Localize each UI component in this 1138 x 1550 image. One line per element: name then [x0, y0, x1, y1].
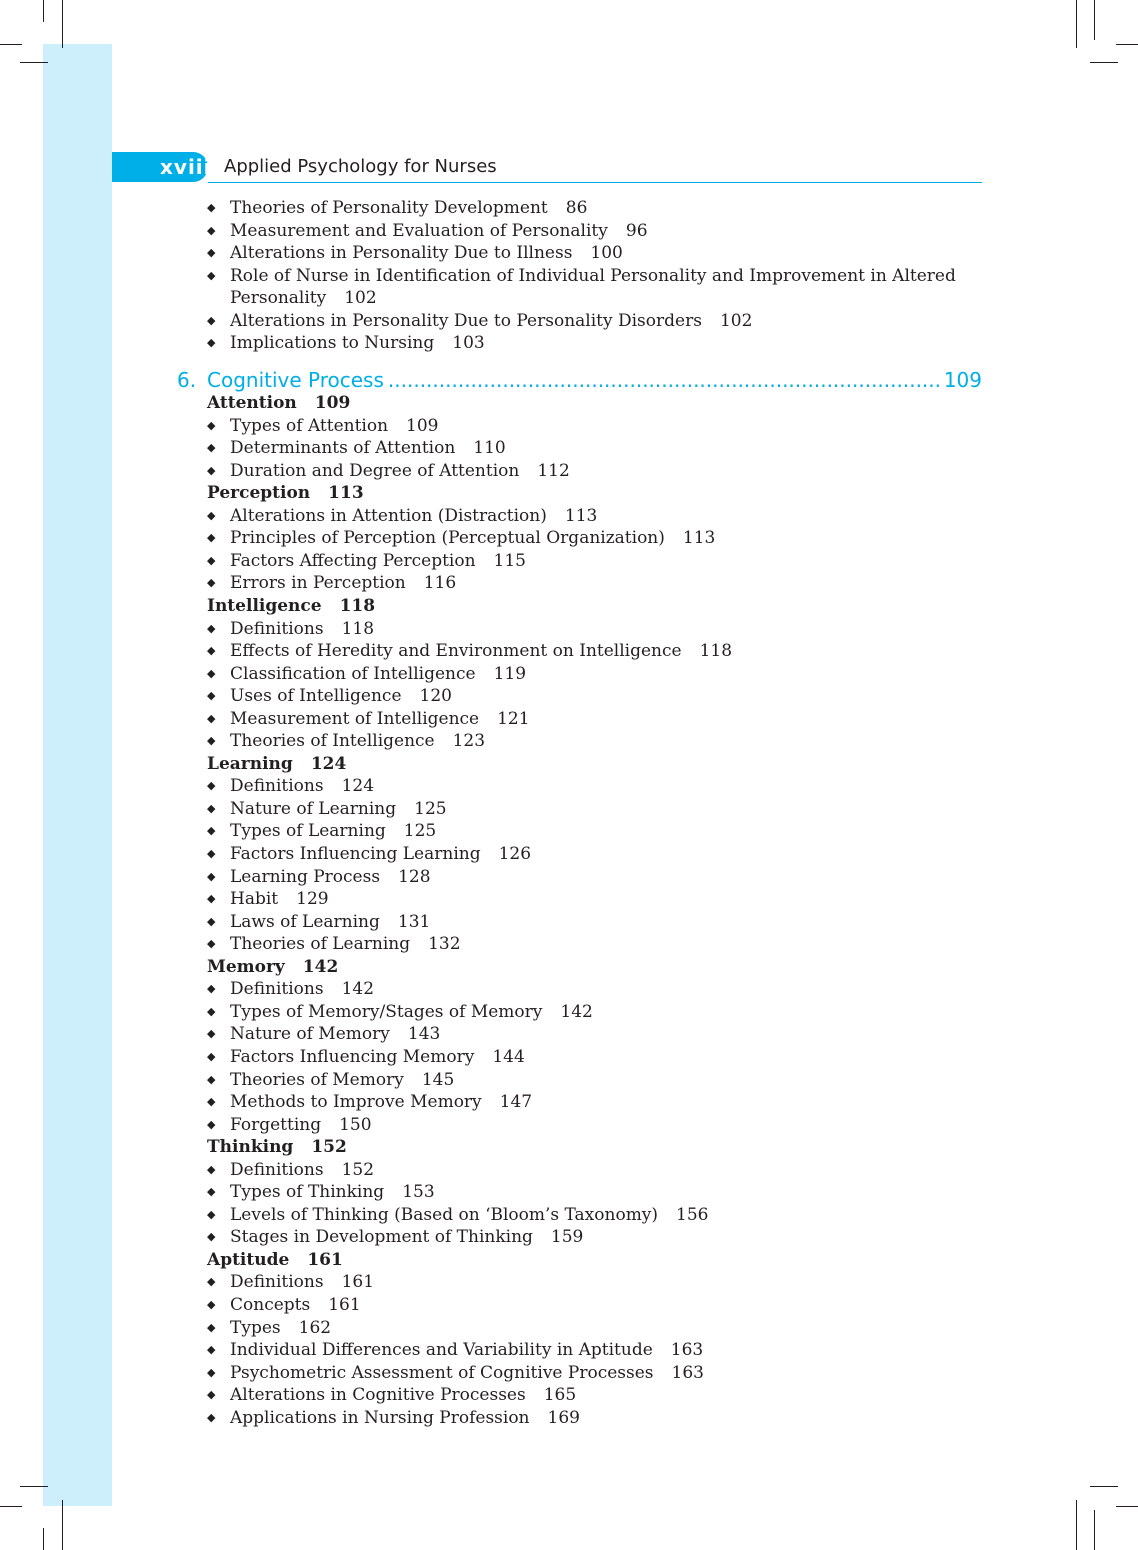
toc-item-label: Determinants of Attention	[230, 438, 456, 459]
toc-item-page: 152	[341, 1159, 375, 1180]
toc-item-page: 129	[296, 889, 329, 910]
toc-item-page: 150	[339, 1114, 372, 1135]
toc-item-label: Theories of Intelligence	[230, 731, 435, 752]
diamond-bullet-icon: ◆	[207, 734, 216, 748]
toc-item-label: Alterations in Personality Due to Personality Disorders	[230, 310, 702, 331]
diamond-bullet-icon: ◆	[207, 644, 216, 658]
toc-item-label: Role of Nurse in Identification of Individual Personality and Improvement in Altered	[230, 265, 956, 286]
toc-item-label: Types of Learning	[230, 821, 386, 842]
diamond-bullet-icon: ◆	[207, 1162, 216, 1176]
toc-item-label: Duration and Degree of Attention	[230, 460, 520, 481]
chapter-entry[interactable]	[177, 367, 982, 393]
toc-item-page: 86	[565, 198, 588, 218]
diamond-bullet-icon: ◆	[207, 779, 216, 793]
toc-item-label: Types of Thinking	[230, 1182, 385, 1203]
toc-item-label: Factors Influencing Memory	[230, 1046, 475, 1067]
toc-item-label: Definitions	[230, 1272, 324, 1293]
toc-item-label: Psychometric Assessment of Cognitive Processes	[230, 1362, 654, 1383]
toc-item-page: 112	[537, 460, 570, 481]
toc-item-label: Principles of Perception (Perceptual Organization)	[230, 528, 665, 549]
toc-item-page: 145	[421, 1069, 455, 1090]
toc-item-page: 109	[406, 415, 439, 436]
section-page: 109	[314, 393, 351, 413]
page-number-tab	[112, 152, 212, 182]
section-heading[interactable]	[207, 595, 375, 617]
toc-item-label: Definitions	[230, 979, 324, 1000]
toc-item-page: 169	[547, 1407, 580, 1428]
section-heading[interactable]	[207, 482, 364, 504]
section-title: Intelligence	[207, 595, 322, 616]
toc-item-label: Theories of Learning	[230, 934, 411, 955]
toc-item-page: 121	[497, 708, 530, 729]
diamond-bullet-icon: ◆	[207, 1365, 216, 1379]
toc-item-label: Personality	[230, 288, 327, 309]
diamond-bullet-icon: ◆	[207, 937, 216, 951]
diamond-bullet-icon: ◆	[207, 441, 216, 455]
toc-item-page: 102	[719, 310, 753, 331]
toc-item-label: Alterations in Personality Due to Illness	[230, 243, 573, 264]
running-header	[112, 150, 982, 184]
toc-item-page: 161	[328, 1295, 361, 1315]
toc-item-label: Types of Memory/Stages of Memory	[230, 1001, 543, 1022]
diamond-bullet-icon: ◆	[207, 201, 216, 214]
toc-item-page: 118	[699, 641, 733, 662]
toc-item-label: Laws of Learning	[230, 911, 380, 932]
chapter-title: Cognitive Process	[207, 368, 384, 392]
toc-item-label: Definitions	[230, 1159, 324, 1180]
diamond-bullet-icon: ◆	[207, 1207, 216, 1221]
section-page: 161	[307, 1249, 343, 1270]
toc-item-label: Concepts	[230, 1295, 311, 1315]
section-page: 113	[328, 483, 364, 504]
toc-item-page: 119	[493, 663, 527, 684]
toc-item-page: 118	[341, 618, 375, 639]
section-page: 118	[339, 595, 376, 616]
toc-item-label: Habit	[230, 889, 279, 910]
toc-item-page: 96	[625, 220, 648, 241]
toc-item-page: 123	[452, 731, 486, 752]
chapter-page: 109	[943, 368, 982, 392]
toc-item-page: 116	[423, 573, 457, 594]
diamond-bullet-icon: ◆	[207, 1275, 216, 1289]
toc-item-page: 103	[452, 333, 485, 354]
diamond-bullet-icon: ◆	[207, 914, 216, 928]
diamond-bullet-icon: ◆	[207, 801, 216, 815]
diamond-bullet-icon: ◆	[207, 1343, 216, 1357]
toc-item-page: 126	[498, 844, 532, 864]
page-number: xviii	[160, 155, 212, 179]
section-title: Learning	[207, 753, 293, 774]
toc-item-label: Methods to Improve Memory	[230, 1092, 482, 1113]
diamond-bullet-icon: ◆	[207, 869, 216, 883]
toc-item-page: 124	[341, 776, 375, 797]
toc-item-page: 132	[428, 934, 461, 955]
diamond-bullet-icon: ◆	[207, 1410, 216, 1424]
toc-item-page: 163	[670, 1340, 704, 1361]
diamond-bullet-icon: ◆	[207, 847, 216, 860]
toc-item-label: Levels of Thinking (Based on ‘Bloom’s Taxonomy)	[230, 1204, 659, 1225]
toc-item-label: Theories of Memory	[230, 1069, 404, 1090]
toc-item-page: 113	[682, 528, 716, 549]
section-heading[interactable]	[207, 1249, 343, 1271]
toc-item-page: 128	[398, 866, 431, 887]
diamond-bullet-icon: ◆	[207, 463, 216, 477]
toc-item-page: 144	[492, 1046, 525, 1067]
toc-item-label: Measurement of Intelligence	[230, 708, 480, 729]
diamond-bullet-icon: ◆	[207, 313, 216, 327]
chapter-number: 6.	[177, 368, 197, 392]
section-title: Attention	[207, 393, 297, 413]
toc-item-label: Implications to Nursing	[230, 333, 435, 354]
toc-item-label: Classification of Intelligence	[230, 663, 476, 684]
diamond-bullet-icon: ◆	[207, 1049, 216, 1063]
toc-item-label: Types	[230, 1317, 281, 1338]
diamond-bullet-icon: ◆	[207, 711, 216, 725]
toc-item-page: 161	[341, 1272, 375, 1293]
toc-item-page: 110	[473, 438, 506, 459]
toc-item-page: 143	[407, 1024, 441, 1045]
diamond-bullet-icon: ◆	[207, 576, 216, 590]
diamond-bullet-icon: ◆	[207, 336, 216, 350]
toc-item-page: 147	[499, 1092, 533, 1113]
section-title: Perception	[207, 483, 311, 504]
toc-item-page: 162	[298, 1317, 332, 1338]
toc-item-page: 125	[403, 821, 437, 842]
toc-item-label: Alterations in Cognitive Processes	[230, 1385, 526, 1406]
toc-item-page: 142	[560, 1001, 593, 1022]
toc-item-page: 125	[414, 798, 447, 819]
diamond-bullet-icon: ◆	[207, 892, 216, 906]
margin-band	[43, 44, 112, 1506]
toc-item-label: Alterations in Attention (Distraction)	[230, 505, 547, 526]
diamond-bullet-icon: ◆	[207, 508, 216, 522]
diamond-bullet-icon: ◆	[207, 824, 216, 838]
section-page: 142	[302, 956, 339, 977]
diamond-bullet-icon: ◆	[207, 1117, 216, 1131]
diamond-bullet-icon: ◆	[207, 531, 216, 545]
section-heading[interactable]	[207, 1136, 347, 1158]
diamond-bullet-icon: ◆	[207, 1230, 216, 1244]
toc-item-label: Types of Attention	[230, 415, 389, 436]
section-page: 152	[311, 1137, 347, 1158]
diamond-bullet-icon: ◆	[207, 666, 216, 680]
leader-dots	[388, 367, 940, 393]
diamond-bullet-icon: ◆	[207, 1072, 216, 1086]
diamond-bullet-icon: ◆	[207, 1004, 216, 1018]
section-heading[interactable]	[207, 956, 338, 978]
toc-item-label: Factors Influencing Learning	[230, 844, 481, 864]
toc-item-label: Individual Differences and Variability in Aptitude	[230, 1340, 653, 1361]
toc-item-label: Stages in Development of Thinking	[230, 1227, 533, 1248]
toc-item-page: 120	[419, 686, 452, 707]
diamond-bullet-icon: ◆	[207, 1185, 216, 1199]
toc-item-page: 142	[341, 979, 375, 1000]
book-title: Applied Psychology for Nurses	[224, 156, 497, 177]
toc-item-label: Factors Affecting Perception	[230, 550, 476, 571]
diamond-bullet-icon: ◆	[207, 553, 216, 567]
toc-item-label: Nature of Learning	[230, 798, 397, 819]
diamond-bullet-icon: ◆	[207, 1298, 216, 1311]
diamond-bullet-icon: ◆	[207, 1027, 216, 1041]
toc-item-label: Measurement and Evaluation of Personality	[230, 220, 608, 241]
diamond-bullet-icon: ◆	[207, 223, 216, 237]
diamond-bullet-icon: ◆	[207, 1320, 216, 1334]
section-page: 124	[310, 753, 347, 774]
diamond-bullet-icon: ◆	[207, 689, 216, 703]
diamond-bullet-icon: ◆	[207, 621, 216, 635]
section-title: Aptitude	[207, 1249, 290, 1270]
section-heading[interactable]	[207, 392, 350, 414]
toc-item-label: Applications in Nursing Profession	[230, 1407, 530, 1428]
toc-item-page: 159	[550, 1227, 584, 1248]
diamond-bullet-icon: ◆	[207, 246, 216, 260]
toc-item-label: Definitions	[230, 776, 324, 797]
toc-item-label: Errors in Perception	[230, 573, 406, 594]
toc-item-label: Theories of Personality Development	[230, 198, 548, 218]
section-title: Memory	[207, 956, 285, 977]
toc-item-page: 165	[543, 1385, 577, 1406]
toc-item-page: 113	[564, 505, 598, 526]
toc-item-label: Learning Process	[230, 866, 381, 887]
toc-item-page: 156	[676, 1204, 709, 1225]
toc-item-page: 115	[493, 550, 526, 571]
diamond-bullet-icon: ◆	[207, 268, 216, 282]
toc-item-page: 100	[590, 243, 623, 264]
diamond-bullet-icon: ◆	[207, 1095, 216, 1109]
toc-item-label: Nature of Memory	[230, 1024, 390, 1045]
toc-item-page: 131	[397, 911, 431, 932]
toc-item-label: Forgetting	[230, 1114, 322, 1135]
toc-item-page: 153	[402, 1182, 435, 1203]
diamond-bullet-icon: ◆	[207, 1388, 216, 1402]
toc-item-page: 102	[344, 288, 377, 309]
diamond-bullet-icon: ◆	[207, 982, 216, 996]
toc-item-label: Definitions	[230, 618, 324, 639]
diamond-bullet-icon: ◆	[207, 418, 216, 432]
section-heading[interactable]	[207, 753, 346, 775]
toc-item-label: Effects of Heredity and Environment on Intelligence	[230, 641, 682, 662]
toc-item-label: Uses of Intelligence	[230, 686, 402, 707]
header-rule	[208, 182, 982, 183]
toc-item-page: 163	[671, 1362, 704, 1383]
section-title: Thinking	[207, 1137, 294, 1158]
